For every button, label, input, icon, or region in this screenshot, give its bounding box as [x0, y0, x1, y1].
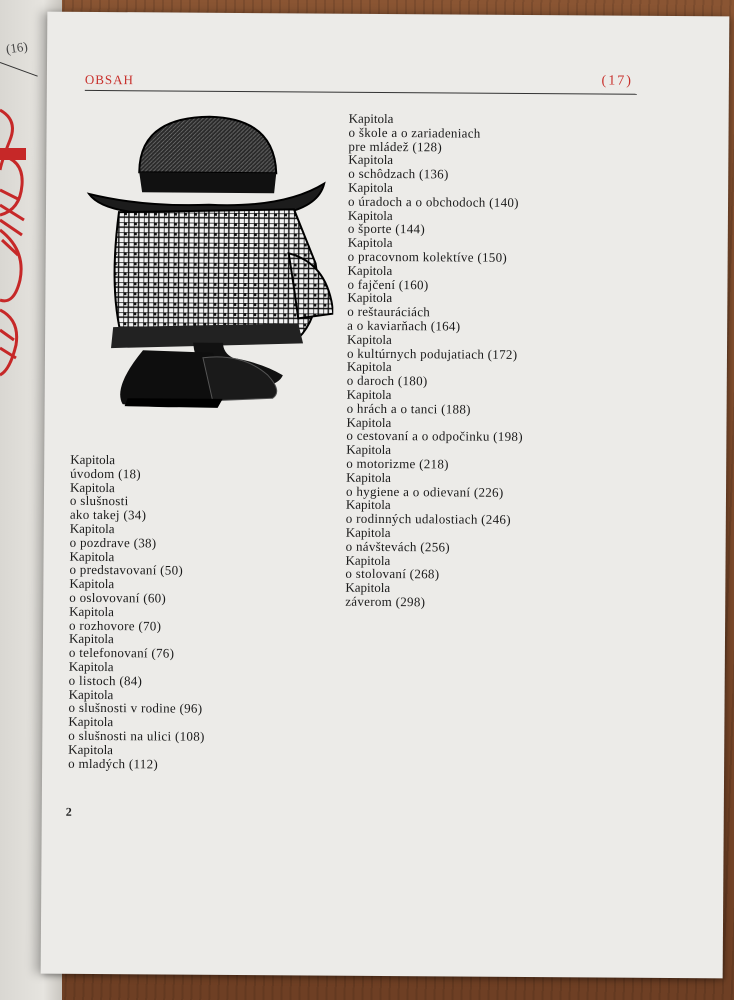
- chapter-label: Kapitola: [69, 603, 114, 619]
- chapter-label: Kapitola: [346, 386, 392, 402]
- chapter-title: o hrách a o tanci (188): [346, 400, 471, 417]
- chapter-title: o cestovaní a o odpočinku (198): [346, 428, 523, 445]
- toc-entry[interactable]: [348, 181, 525, 210]
- chapter-label: Kapitola: [347, 331, 392, 347]
- chapter-label: Kapitola: [69, 520, 115, 537]
- chapter-label: Kapitola: [68, 713, 114, 730]
- chapter-title: o slušnosti ako takej (34): [69, 493, 147, 523]
- chapter-label: Kapitola: [346, 469, 391, 485]
- chapter-title: o športe (144): [347, 221, 426, 237]
- toc-entry[interactable]: [345, 553, 522, 582]
- toc-entry[interactable]: [346, 526, 523, 555]
- chapter-label: Kapitola: [68, 658, 114, 675]
- chapter-title: o telefonovaní (76): [68, 644, 175, 661]
- chapter-label: Kapitola: [345, 497, 391, 513]
- left-page-number: (16): [4, 38, 29, 57]
- chapter-label: Kapitola: [347, 207, 393, 223]
- chapter-title: o slušnosti v rodine (96): [68, 700, 203, 717]
- toc-entry[interactable]: [347, 388, 524, 417]
- chapter-title: o mladých (112): [68, 755, 159, 771]
- chapter-title: o oslovovaní (60): [69, 589, 167, 606]
- chapter-label: Kapitola: [347, 290, 393, 306]
- chapter-label: Kapitola: [346, 359, 392, 375]
- chapter-label: Kapitola: [346, 414, 392, 430]
- toc-entry[interactable]: [347, 291, 524, 334]
- chapter-label: Kapitola: [348, 152, 394, 168]
- toc-entry[interactable]: [348, 208, 525, 237]
- red-illustration-fragment: [0, 100, 30, 390]
- chapter-label: Kapitola: [68, 631, 114, 647]
- toc-entry[interactable]: [68, 715, 205, 744]
- toc-entry[interactable]: [70, 480, 207, 522]
- left-header-rule: [0, 62, 38, 77]
- chapter-label: Kapitola: [347, 262, 393, 278]
- chapter-title: o slušnosti na ulici (108): [68, 727, 205, 744]
- chapter-title: o škole a o zariadeniach pre mládež (128): [348, 124, 481, 154]
- chapter-title: o motorizme (218): [346, 455, 449, 472]
- chapter-label: Kapitola: [347, 234, 393, 251]
- chapter-title: o rodinných udalostiach (246): [345, 510, 511, 527]
- chapter-title: záverom (298): [345, 593, 426, 610]
- toc-entry[interactable]: [68, 743, 205, 772]
- toc-entry[interactable]: [346, 415, 523, 444]
- chapter-title: o kultúrnych podujatiach (172): [346, 345, 518, 362]
- chapter-title: o pozdrave (38): [69, 534, 157, 551]
- chapter-title: o pracovnom kolektíve (150): [347, 248, 508, 265]
- chapter-label: Kapitola: [346, 441, 392, 458]
- chapter-label: Kapitola: [348, 179, 393, 196]
- toc-entry[interactable]: [345, 581, 522, 610]
- chapter-title: úvodom (18): [70, 465, 142, 482]
- chapter-label: Kapitola: [68, 686, 114, 702]
- chapter-title: o fajčení (160): [347, 276, 429, 292]
- chapter-title: o úradoch a o obchodoch (140): [347, 193, 519, 210]
- toc-entry[interactable]: [69, 549, 206, 578]
- chapter-title: o rozhovore (70): [69, 617, 162, 634]
- chapter-title: o hygiene a o odievaní (226): [345, 483, 504, 500]
- chapter-label: Kapitola: [345, 552, 391, 568]
- toc-left-column: [68, 453, 207, 771]
- chapter-label: Kapitola: [69, 479, 115, 495]
- chapter-label: Kapitola: [68, 741, 114, 757]
- toc-entry[interactable]: [70, 522, 207, 551]
- chapter-label: Kapitola: [348, 110, 394, 127]
- toc-entry[interactable]: [346, 498, 523, 527]
- chapter-label: Kapitola: [70, 451, 116, 468]
- header-title: OBSAH: [84, 71, 135, 88]
- toc-entry[interactable]: [347, 263, 524, 292]
- chapter-title: o predstavovaní (50): [69, 562, 184, 578]
- chapter-title: o daroch (180): [346, 372, 428, 389]
- chapter-title: o stolovaní (268): [345, 566, 440, 582]
- chapter-title: o reštauráciách a o kaviarňach (164): [347, 303, 461, 334]
- toc-entry[interactable]: [70, 453, 207, 482]
- chapter-title: o listoch (84): [68, 672, 143, 689]
- toc-entry[interactable]: [347, 360, 524, 389]
- toc-entry[interactable]: [346, 470, 523, 499]
- toc-entry[interactable]: [348, 112, 525, 155]
- book-page: [41, 12, 730, 979]
- toc-entry[interactable]: [348, 153, 525, 182]
- toc-entry[interactable]: [68, 687, 205, 716]
- chapter-label: Kapitola: [69, 548, 115, 564]
- toc-entry[interactable]: [69, 660, 206, 689]
- toc-entry[interactable]: [69, 632, 206, 661]
- toc-entry[interactable]: [69, 605, 206, 634]
- header-page-number: (17): [601, 73, 633, 89]
- chapter-label: Kapitola: [345, 579, 391, 596]
- chapter-label: Kapitola: [345, 524, 391, 540]
- toc-entry[interactable]: [346, 443, 523, 472]
- toc-entry[interactable]: [347, 332, 524, 361]
- chapter-label: Kapitola: [69, 575, 115, 592]
- chapter-title: o schôdzach (136): [348, 165, 449, 182]
- toc-entry[interactable]: [69, 577, 206, 606]
- footer-page-number: 2: [65, 804, 72, 819]
- hat-man-illustration: [83, 112, 335, 414]
- chapter-title: o návštevách (256): [345, 538, 451, 555]
- page-header: [85, 70, 637, 95]
- toc-right-column: [345, 112, 525, 610]
- toc-entry[interactable]: [348, 236, 525, 265]
